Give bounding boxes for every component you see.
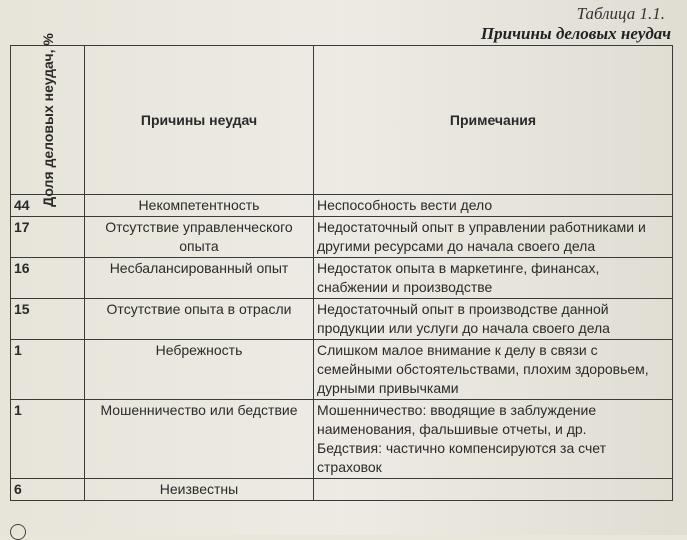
reason-cell: Несбалансированный опыт: [85, 258, 314, 299]
note-text: Бедствия: частично компенсируются за счет страховок: [317, 440, 607, 475]
note-cell: [314, 479, 673, 501]
header-note: Примечания: [314, 46, 673, 195]
note-cell: [314, 195, 673, 217]
share-cell: 17: [11, 217, 85, 258]
note-text: Мошенничество: вводящие в заблуждение наименования, фальшивые отчеты, и др.: [317, 402, 597, 437]
note-cell: [314, 340, 673, 400]
table-row: [11, 400, 673, 479]
header-row: [11, 46, 673, 195]
note-text: Недостаточный опыт в производстве данной продукции или услуги до начала своего дела: [317, 301, 610, 336]
share-cell: 6: [11, 479, 85, 501]
note-cell: [314, 400, 673, 479]
share-cell: 16: [11, 258, 85, 299]
table-row: [11, 195, 673, 217]
table-body: [11, 195, 673, 501]
reason-cell: Некомпетентность: [85, 195, 314, 217]
table-row: [11, 258, 673, 299]
table-number: Таблица 1.1.: [576, 4, 665, 23]
share-cell: 1: [11, 340, 85, 400]
table-row: [11, 479, 673, 501]
share-cell: 44: [11, 195, 85, 217]
reason-cell: Мошенничество или бедствие: [85, 400, 314, 479]
reason-cell: Отсутствие опыта в отрасли: [85, 299, 314, 340]
header-share-label: Доля деловых неудач, %: [39, 33, 56, 207]
note-text: Слишком малое внимание к делу в связи с семейными обстоятельствами, плохим здоровьем, дурными привычками: [317, 342, 649, 396]
page-edge-mark: [10, 524, 26, 540]
reason-cell: Небрежность: [85, 340, 314, 400]
note-cell: [314, 258, 673, 299]
table-row: [11, 299, 673, 340]
table-row: [11, 217, 673, 258]
note-text: Неспособность вести дело: [317, 197, 493, 213]
note-text: Недостаток опыта в маркетинге, финансах, снабжении и производстве: [317, 260, 600, 295]
share-cell: 15: [11, 299, 85, 340]
share-cell: 1: [11, 400, 85, 479]
table-title: Причины деловых неудач: [480, 24, 671, 43]
note-text: Недостаточный опыт в управлении работниками и другими ресурсами до начала своего дела: [317, 219, 646, 254]
header-reason: Причины неудач: [85, 46, 314, 195]
table-row: [11, 340, 673, 400]
note-cell: [314, 299, 673, 340]
reason-cell: Отсутствие управленческого опыта: [85, 217, 314, 258]
note-cell: [314, 217, 673, 258]
reason-cell: Неизвестны: [85, 479, 314, 501]
